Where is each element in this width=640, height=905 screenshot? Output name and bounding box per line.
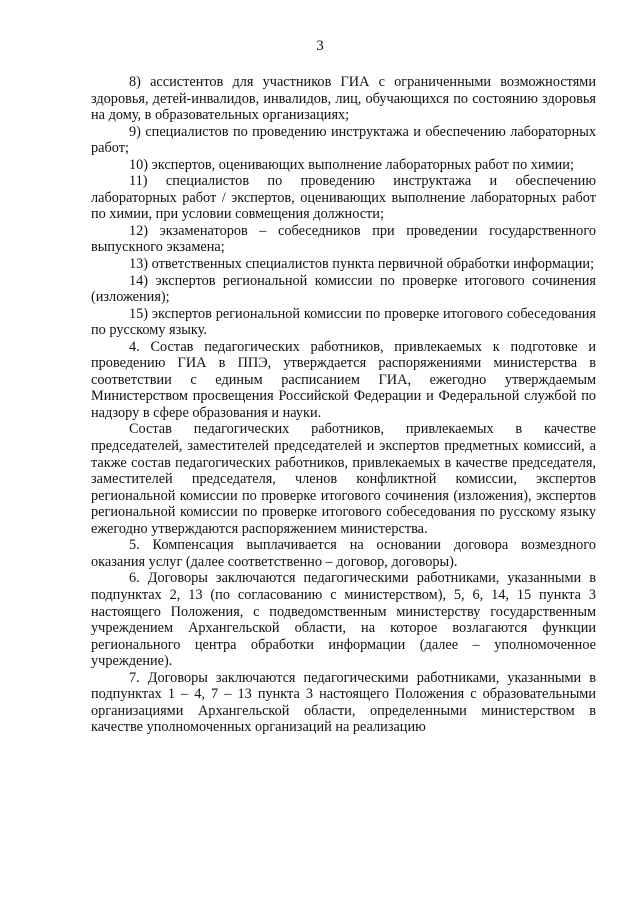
page-number: 3 (316, 38, 324, 54)
list-item-11: 11) специалистов по проведению инструктажа и обеспечению лабораторных работ / экспертов, оценивающих выполнение лабораторных работ по химии, при условии совмещения должности; (91, 173, 596, 223)
list-item-14: 14) экспертов региональной комиссии по проверке итогового сочинения (изложения); (91, 272, 596, 306)
list-item-13: 13) ответственных специалистов пункта первичной обработки информации; (129, 256, 595, 273)
list-item-10: 10) экспертов, оценивающих выполнение лабораторных работ по химии; (129, 156, 574, 173)
section-7-paragraph: 7. Договоры заключаются педагогическими работниками, указанными в подпунктах 1 – 4, 7 – 13 пункта 3 настоящего Положения с образовательными организациями Архангельской области, определенными министерством в качестве уполномоченных организаций на реализацию (91, 669, 596, 736)
list-item-8: 8) ассистентов для участников ГИА с ограниченными возможностями здоровья, детей-инвалидов, инвалидов, лиц, обучающихся по состоянию здоровья на дому, в образовательных организациях; (91, 74, 596, 124)
document-body (91, 74, 596, 736)
list-item-9: 9) специалистов по проведению инструктажа и обеспечению лабораторных работ; (91, 123, 596, 157)
section-6-paragraph: 6. Договоры заключаются педагогическими работниками, указанными в подпунктах 2, 13 (по согласованию с министерством), 5, 6, 14, 15 пункта 3 настоящего Положения, с подведомственным министерству государственным учреждением Архангельской области, на которое возлагаются функции регионального центра обработки информации (далее – уполномоченное учреждение). (91, 570, 596, 670)
section-4-continuation: Состав педагогических работников, привлекаемых в качестве председателей, заместителей председателей и экспертов предметных комиссий, а также состав педагогических работников, привлекаемых в качестве председателя, заместителей председателя, членов конфликтной комиссии, экспертов региональной комиссии по проверке итогового сочинения (изложения), экспертов региональной комиссии по проверке итогового собеседования по русскому языку ежегодно утверждаются распоряжением министерства. (91, 421, 596, 537)
section-5-paragraph: 5. Компенсация выплачивается на основании договора возмездного оказания услуг (далее соответственно – договор, договоры). (91, 537, 596, 570)
list-item-15: 15) экспертов региональной комиссии по проверке итогового собеседования по русскому языку. (91, 305, 596, 339)
section-4-paragraph: 4. Состав педагогических работников, привлекаемых к подготовке и проведению ГИА в ППЭ, утверждается распоряжениями министерства в соответствии с единым расписанием ГИА, ежегодно утверждаемым Министерством просвещения Российской Федерации и Федеральной службой по надзору в сфере образования и науки. (91, 338, 596, 421)
list-item-12: 12) экзаменаторов – собеседников при проведении государственного выпускного экзамена; (91, 222, 596, 256)
